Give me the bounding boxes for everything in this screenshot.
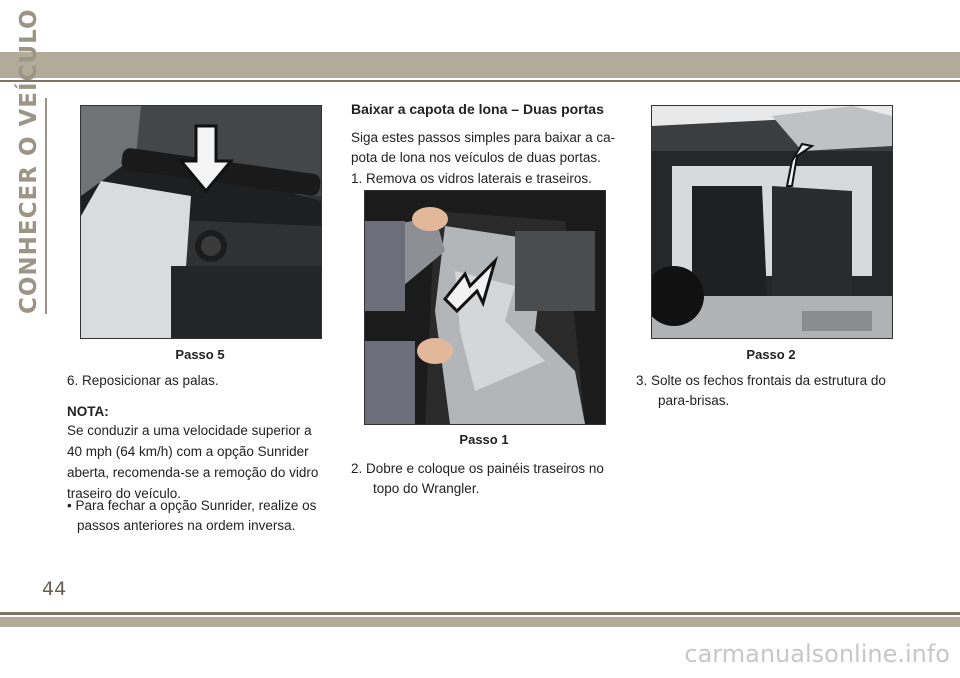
step-3-line: 3. Solte os fechos frontais da estrutura do	[636, 373, 886, 388]
photo-step-2-illustration	[652, 106, 892, 338]
step-2-line: 2. Dobre e coloque os painéis traseiros no	[351, 461, 604, 476]
bullet-close-sunrider	[67, 496, 337, 536]
photo-step-1	[364, 190, 606, 425]
bottom-band	[0, 617, 960, 627]
bottom-band-line	[0, 612, 960, 615]
photo-step-1-illustration	[365, 191, 605, 424]
caption-step-2: Passo 2	[746, 347, 796, 362]
note-line: Se conduzir a uma velocidade superior a	[67, 423, 312, 438]
intro-line: Siga estes passos simples para baixar a ca-	[351, 130, 616, 145]
note-title: NOTA:	[67, 404, 109, 419]
note-line: traseiro do veículo.	[67, 486, 182, 501]
step-1-text: 1. Remova os vidros laterais e traseiros.	[351, 171, 592, 186]
bullet-line: passos anteriores na ordem inversa.	[77, 518, 296, 533]
step-2-line: topo do Wrangler.	[373, 481, 480, 496]
note-line: aberta, recomenda-se a remoção do vidro	[67, 465, 319, 480]
section-heading: Baixar a capota de lona – Duas portas	[351, 101, 604, 117]
intro-text	[351, 128, 621, 168]
intro-line: pota de lona nos veículos de duas portas.	[351, 150, 601, 165]
step-2-text	[351, 459, 626, 499]
photo-step-5	[80, 105, 322, 339]
step-6-text: 6. Reposicionar as palas.	[67, 373, 219, 388]
top-band	[0, 52, 960, 78]
section-side-title	[14, 8, 48, 314]
photo-step-5-illustration	[81, 106, 321, 338]
note-body	[67, 420, 333, 504]
caption-step-5: Passo 5	[175, 347, 225, 362]
side-title-rule	[45, 98, 47, 314]
caption-step-1: Passo 1	[459, 432, 509, 447]
page-number: 44	[42, 578, 67, 600]
watermark: carmanualsonline.info	[684, 640, 950, 668]
photo-step-2	[651, 105, 893, 339]
note-line: 40 mph (64 km/h) com a opção Sunrider	[67, 444, 309, 459]
top-band-line	[0, 80, 960, 82]
section-side-title-text: CONHECER O VEÍCULO	[16, 8, 42, 314]
step-3-text	[636, 371, 916, 411]
bullet-line: • Para fechar a opção Sunrider, realize os	[67, 498, 317, 513]
step-3-line: para-brisas.	[658, 393, 730, 408]
